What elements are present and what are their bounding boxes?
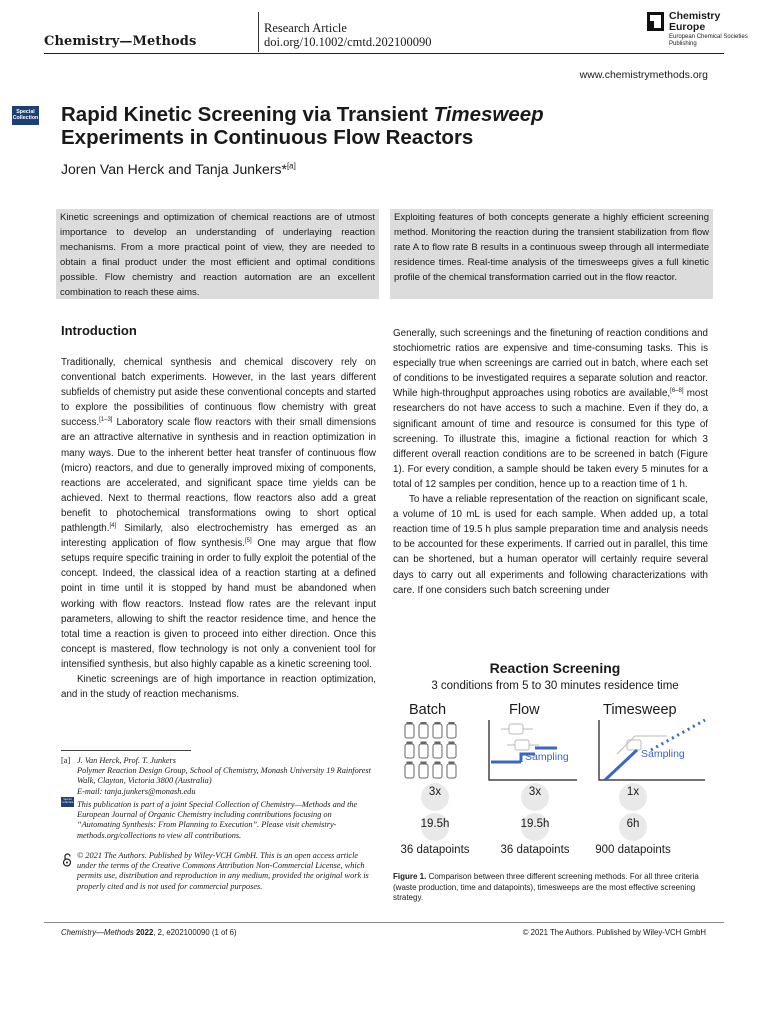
footer-citation bbox=[61, 928, 237, 937]
affiliation bbox=[77, 756, 376, 797]
title-part: Rapid Kinetic Screening via Transient bbox=[61, 103, 434, 126]
citation-link[interactable]: [4] bbox=[109, 523, 117, 530]
paragraph bbox=[393, 326, 708, 492]
timesweep-time: 6h bbox=[626, 818, 640, 830]
footnote bbox=[61, 756, 376, 891]
affiliation-marker[interactable]: [a] bbox=[286, 161, 296, 171]
batch-time: 19.5h bbox=[420, 818, 450, 830]
citation-link[interactable]: [1–3] bbox=[99, 417, 113, 424]
title-italic: Timesweep bbox=[433, 103, 544, 126]
paragraph bbox=[61, 355, 376, 672]
flow-time: 19.5h bbox=[520, 818, 550, 830]
journal-name: Chemistry—Methods bbox=[44, 34, 197, 49]
journal-website-link[interactable]: www.chemistrymethods.org bbox=[579, 69, 708, 81]
figure-caption bbox=[393, 872, 713, 904]
batch-datapoints: 36 datapoints bbox=[400, 844, 470, 856]
flow-diagram-icon bbox=[487, 718, 579, 782]
text-run: One may argue that flow setups require specific training in order to fully exploit the potential of the concept. Indeed, the classical idea of a reaction starting at a defined point in time until it is stopped by hand must be abandoned when working with flow reactors. Instead flow rates are the relevant input parameters, allowing to shift the reactor residence time, and hence the total time a reaction is given to proceed into either direction. Once this concept is mastered, flow technology is not only a convenient tool for intensified synthesis, but also highly capable as a kinetic screening tool. bbox=[61, 538, 376, 670]
citation-link[interactable]: [5] bbox=[244, 538, 252, 545]
figure-subtitle: 3 conditions from 5 to 30 minutes residence time bbox=[431, 680, 679, 692]
right-column-text bbox=[393, 326, 708, 598]
footer-copyright: © 2021 The Authors. Published by Wiley-VCH GmbH bbox=[522, 928, 706, 937]
left-column-text bbox=[61, 355, 376, 702]
header-rule bbox=[44, 53, 724, 54]
flow-multiplier: 3x bbox=[528, 786, 542, 798]
timesweep-datapoints: 900 datapoints bbox=[595, 844, 671, 856]
text-run: Generally, such screenings and the finetuning of reaction conditions and stochiometric ratios are expensive and time-consuming tasks. This is especially true when screenings are carried out in batch, where each set of conditions to be investigated requires a separate solution and reactor. While high-throughput approaches using robotics are available, bbox=[393, 328, 708, 400]
publisher-subtitle: European Chemical Societies Publishing bbox=[669, 34, 748, 47]
timesweep-multiplier: 1x bbox=[626, 786, 640, 798]
figure-label-flow: Flow bbox=[509, 702, 540, 718]
open-access-icon bbox=[62, 853, 72, 867]
figure-label-timesweep: Timesweep bbox=[603, 702, 677, 718]
chemistry-europe-logo-icon bbox=[647, 12, 664, 31]
section-heading-introduction: Introduction bbox=[61, 323, 137, 338]
author-list bbox=[61, 161, 296, 177]
flow-sampling-label: Sampling bbox=[525, 751, 569, 763]
footer-issue: , 2, e202100090 (1 of 6) bbox=[153, 928, 237, 937]
batch-multiplier: 3x bbox=[428, 786, 442, 798]
text-run: Laboratory scale flow reactors with their small dimensions are an attractive alternative in synthesis and in reaction optimization in many ways. Due to the inherent better heat transfer of continuous flow (micro) reactors, and due to generally improved mixing of components, reactions are accelerated, and significant space time yields can be achieved. Next to thermal reactions, flow reactors also add a great benefit to photochemical transformations owing to short optical pathlength. bbox=[61, 417, 376, 535]
text-run: most researchers do not have access to such a machine. Even if they do, a significant amount of time and resource is consumed for this type of screening. To illustrate this, imagine a fictional reaction for which 3 different overall reaction conditions are to be screened in batch (Figure 1). For every condition, a sample should be taken every 5 minutes for a total of 12 samples per condition, hence up to a reaction time of 1 h. bbox=[393, 388, 709, 490]
paragraph: To have a reliable representation of the reaction on significant scale, a volume of 10 mL is used for each sample. When added up, a total reaction time of 19.5 h plus sample preparation time and analysis needs to be accounted for these experiments. If carried out in parallel, this time can be shortened, but a human operator will certainly require several days to carry out all experiments and following characterizations with care. If one considers such batch screening under bbox=[393, 494, 708, 596]
special-collection-mini-badge: Special Collection bbox=[61, 797, 74, 807]
batch-vials-icon bbox=[403, 722, 469, 780]
special-collection-badge: Special Collection bbox=[12, 106, 39, 125]
figure-caption-text: Comparison between three different screening methods. For all three criteria (waste production, time and datapoints), timesweeps are the most effective screening strategy. bbox=[393, 872, 699, 902]
figure-title: Reaction Screening bbox=[489, 660, 621, 676]
footnote-authors: J. Van Herck, Prof. T. Junkers bbox=[77, 756, 176, 765]
footer-year: 2022 bbox=[135, 928, 154, 937]
figure-caption-label: Figure 1. bbox=[393, 872, 427, 881]
text-run: Traditionally, chemical synthesis and chemical discovery rely on conventional batch experiments. However, in the last years different subfields of chemistry put aside these conventional concepts and started to explore the possibilities of continuous flow chemistry with great success. bbox=[61, 357, 376, 429]
footer-rule bbox=[44, 922, 724, 923]
doi-link[interactable]: doi.org/10.1002/cmtd.202100090 bbox=[264, 35, 432, 49]
abstract-right: Exploiting features of both concepts generate a highly efficient screening method. Monitoring the reaction during the transient stabilization from flow rate A to flow rate B results in a continuous sweep through all intermediate residence times. Real-time analysis of the timesweeps gives a full kinetic profile of the chemical transformation carried out in the flow reactor. bbox=[390, 209, 713, 299]
figure-label-batch: Batch bbox=[409, 702, 447, 718]
flow-datapoints: 36 datapoints bbox=[500, 844, 570, 856]
authors-names: Joren Van Herck and Tanja Junkers* bbox=[61, 161, 287, 177]
special-collection-note: This publication is part of a joint Special Collection of Chemistry—Methods and the European Journal of Organic Chemistry including contributions focusing on “Automating Synthesis: From Planning to Execution”. Please visit chemistry-methods.org/collections to view all contributions. bbox=[77, 800, 358, 840]
timesweep-sampling-label: Sampling bbox=[641, 748, 685, 760]
footnote-label: [a] bbox=[61, 756, 71, 765]
title-part-2: Experiments in Continuous Flow Reactors bbox=[61, 126, 474, 149]
footer-journal: Chemistry—Methods bbox=[61, 928, 136, 937]
abstract-left: Kinetic screenings and optimization of chemical reactions are of utmost importance to develop an understanding of underlaying reaction mechanisms. From a more practical point of view, they are needed to obtain a final product under the most efficient and optimal conditions possible. Flow chemistry and reaction automation are an excellent combination to reach these aims. bbox=[56, 209, 379, 299]
header-divider bbox=[258, 12, 259, 52]
publisher-title: Chemistry Europe bbox=[669, 10, 721, 33]
footnote-email[interactable]: E-mail: tanja.junkers@monash.edu bbox=[77, 786, 196, 796]
footnote-rule bbox=[61, 750, 191, 751]
text-run: Similarly, also electrochemistry has emerged as an interesting application of flow synthesis. bbox=[61, 523, 376, 550]
article-title bbox=[61, 103, 701, 149]
open-access-note: © 2021 The Authors. Published by Wiley-VCH GmbH. This is an open access article under the terms of the Creative Commons Attribution Non-Commercial License, which permits use, distribution and reproduction in any medium, provided the original work is properly cited and is not used for commercial purposes. bbox=[77, 851, 369, 891]
footnote-address: Polymer Reaction Design Group, School of Chemistry, Monash University 19 Rainforest Walk, Clayton, Victoria 3800 (Australia) bbox=[77, 766, 371, 786]
figure-1 bbox=[397, 660, 713, 865]
paragraph: Kinetic screenings are of high importance in reaction optimization, and in the study of reaction mechanisms. bbox=[61, 673, 376, 701]
citation-link[interactable]: [6–8] bbox=[670, 388, 684, 395]
article-type: Research Article bbox=[264, 21, 347, 35]
